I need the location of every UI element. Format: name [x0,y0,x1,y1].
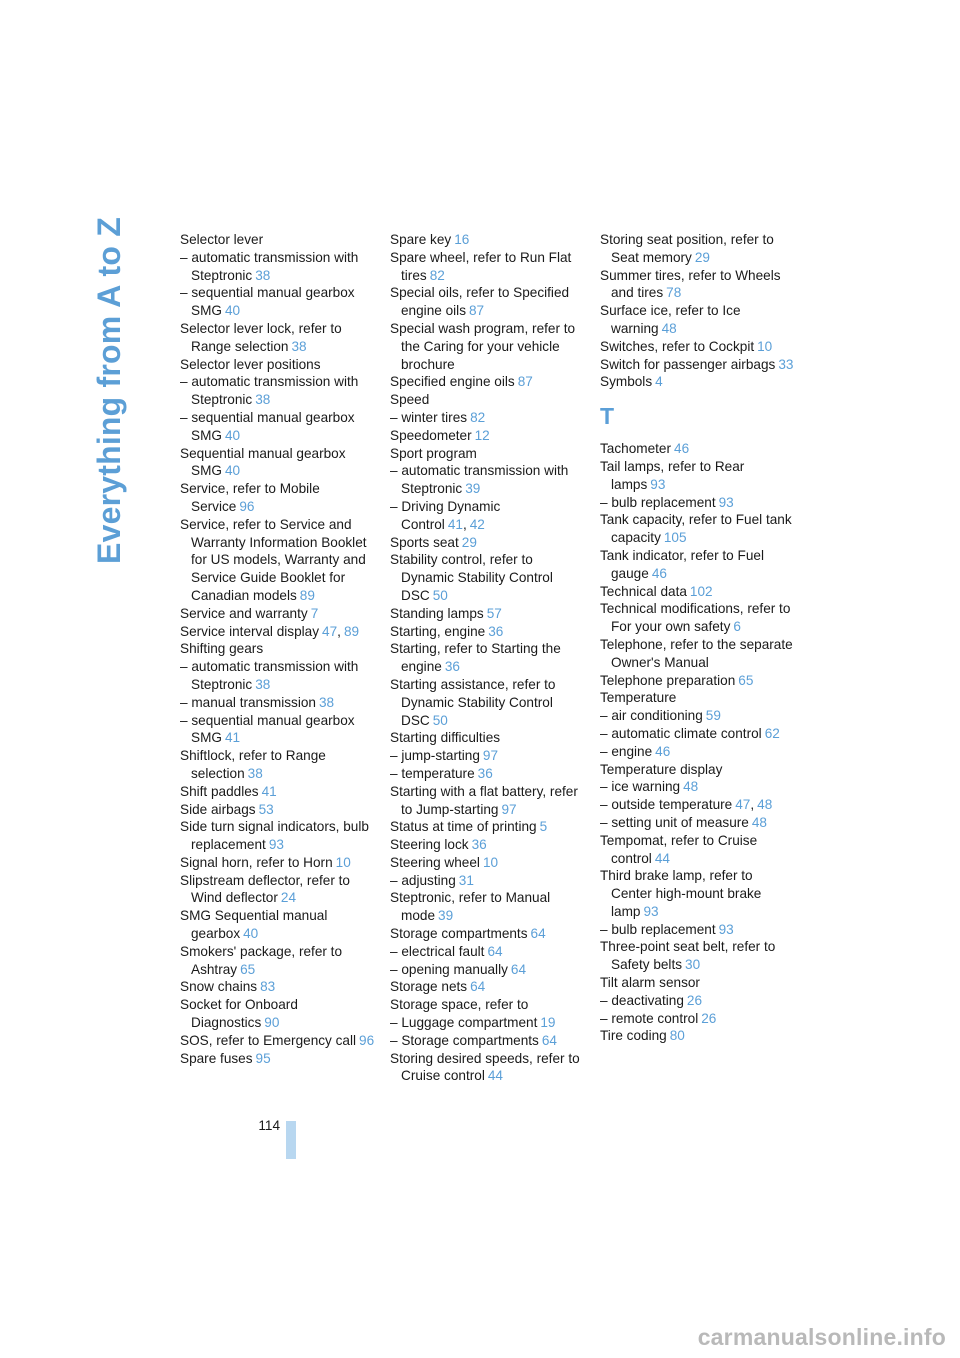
page-reference-link[interactable]: 80 [669,1028,685,1044]
index-letter-heading: T [600,403,615,430]
page-reference-link[interactable]: 87 [469,303,485,319]
index-entry-text: Telephone preparation [600,672,736,688]
index-entry-text: Sequential manual gearbox SMG [180,445,346,479]
index-entry [180,623,376,641]
index-column-3 [600,231,796,1045]
page-reference-link[interactable]: 41 [261,783,277,799]
page-reference-link[interactable]: 93 [268,837,284,853]
index-entry-text: Starting difficulties [390,730,501,746]
index-entry [600,974,796,992]
index-entry-text: Spare wheel, refer to Run Flat tires [390,249,572,283]
page-reference-link[interactable]: 12 [474,427,490,443]
index-entry [180,249,376,285]
page-ref-separator: , [337,623,341,639]
page-reference-link[interactable]: 5 [539,819,548,835]
index-entry [180,231,376,249]
index-entry [600,761,796,779]
index-entry [390,409,586,427]
index-entry [180,747,376,783]
page-reference-link[interactable]: 6 [733,619,741,635]
index-entry-text: Telephone, refer to the separate Owner's Manual [600,636,793,670]
index-entry-text: Tire coding [600,1028,667,1044]
page-reference-link[interactable]: 87 [517,374,533,390]
index-entry [600,832,796,868]
index-entry [180,1032,376,1050]
index-entry-text: Storage compartments [390,926,528,942]
index-entry-text: Socket for Onboard Diagnostics [180,997,298,1031]
index-entry [600,814,796,832]
index-entry [600,511,796,547]
index-entry-text: Selector lever lock, refer to Range selection [180,320,342,354]
index-entry [600,743,796,761]
page-reference-link[interactable]: 48 [757,797,773,813]
page-reference-link[interactable]: 29 [461,534,477,550]
index-entry-text: Steptronic, refer to Manual mode [390,890,551,924]
index-entry [600,725,796,743]
index-entry-text: Side airbags [180,801,256,817]
page-reference-link[interactable]: 48 [683,779,699,795]
index-entry-text: Status at time of printing [390,819,537,835]
index-entry-text: Storing desired speeds, refer to Cruise control [390,1050,580,1084]
page-reference-link[interactable]: 40 [224,303,241,319]
index-entry [180,516,376,605]
page-reference-link[interactable]: 16 [454,232,470,247]
index-entry-text: Selector lever positions [180,356,321,372]
index-entry-text: – electrical fault [390,943,485,959]
index-entry [600,302,796,338]
index-entry-text: – automatic transmission with Steptronic [390,463,569,497]
index-entry [600,583,796,601]
page-reference-link[interactable]: 41 [447,516,463,532]
page-reference-link[interactable]: 4 [655,374,663,390]
page-ref-separator: , [462,516,467,532]
page-reference-link[interactable]: 47 [322,623,338,639]
index-entry [390,978,586,996]
page-reference-link[interactable]: 47 [735,797,751,813]
page-reference-link[interactable]: 59 [705,708,721,724]
index-entry-text: Tail lamps, refer to Rear lamps [600,458,745,492]
page-number-bar [286,1121,296,1159]
index-entry-text: Stability control, refer to Dynamic Stability Control DSC [390,552,553,603]
page-reference-link[interactable]: 44 [654,850,670,866]
index-entry-text: – automatic climate control [600,725,762,741]
page-reference-link[interactable]: 50 [432,712,448,728]
index-entry-text: Tank capacity, refer to Fuel tank capacity [600,512,792,546]
index-entry-text: Service, refer to Service and Warranty Information Booklet for US models, Warranty and Service Guide Booklet for Canadian models [180,516,367,603]
page-reference-link[interactable]: 89 [299,587,315,603]
index-entry-text: Standing lamps [390,605,484,621]
index-entry-text: Service and warranty [180,605,308,621]
index-entry [390,320,586,373]
index-entry-text: Specified engine oils [390,374,515,390]
index-entry-text: Third brake lamp, refer to Center high-mount brake lamp [600,868,762,919]
index-entry [180,1050,376,1068]
index-entry-text: Summer tires, refer to Wheels and tires [600,267,781,301]
index-entry [180,373,376,409]
page-reference-link[interactable]: 96 [239,498,255,514]
page-reference-link[interactable]: 39 [465,481,481,497]
index-entry [600,1027,796,1045]
page-reference-link[interactable]: 10 [482,854,499,870]
index-entry-text: Shifting gears [180,641,264,657]
index-entry-text: Starting, engine [390,623,486,639]
page-reference-link[interactable]: 93 [718,494,734,510]
index-entry-text: Storing seat position, refer to Seat memory [600,232,774,265]
index-entry [600,600,796,636]
index-entry-text: Steering wheel [390,854,480,870]
index-entry-text: Tachometer [600,441,672,457]
index-entry [180,712,376,748]
page-reference-link[interactable]: 40 [224,427,241,443]
index-column-1 [180,231,376,1067]
page-reference-link[interactable]: 7 [310,605,319,621]
page-reference-link[interactable]: 39 [438,908,454,924]
index-entry [390,1050,586,1086]
page-reference-link[interactable]: 10 [335,854,351,870]
index-entry-text: – remote control [600,1010,699,1026]
index-entry [180,943,376,979]
index-entry [180,783,376,801]
index-entry-text: Service, refer to Mobile Service [180,481,320,514]
page-reference-link[interactable]: 38 [247,765,263,781]
page-reference-link[interactable]: 29 [694,249,710,265]
index-entry [600,672,796,690]
page-reference-link[interactable]: 93 [643,903,659,919]
index-entry [180,996,376,1032]
index-entry [390,872,586,890]
index-entry [180,978,376,996]
page-reference-link[interactable]: 36 [444,659,460,675]
index-entry-text: Steering lock [390,837,469,853]
index-entry [390,961,586,979]
index-entry-text: – automatic transmission with Steptronic [180,659,359,692]
index-entry [180,658,376,694]
index-entry-text: Spare fuses [180,1050,253,1066]
index-entry-text: Speed [390,392,430,408]
index-entry-text: Technical modifications, refer to For your own safety [600,601,791,635]
page-reference-link[interactable]: 64 [487,943,503,959]
page-reference-link[interactable]: 62 [764,725,780,741]
index-entry [180,480,376,516]
index-entry-text: SOS, refer to Emergency call [180,1032,357,1048]
page-reference-link[interactable]: 64 [541,1032,557,1048]
section-side-title-text: Everything from A to Z [90,216,127,564]
index-entry [180,854,376,872]
index-entry [600,356,796,374]
index-entry-text: Tempomat, refer to Cruise control [600,832,758,866]
index-entry-text: Storage nets [390,979,468,995]
index-entry [390,1014,586,1032]
index-entry [390,534,586,552]
index-entry-text: – sequential manual gearbox SMG [180,285,355,319]
index-entry [390,925,586,943]
page-reference-link[interactable]: 36 [471,837,487,853]
index-entry-text: Symbols [600,374,653,390]
index-entry [390,765,586,783]
index-entry-text: Starting assistance, refer to Dynamic Stability Control DSC [390,676,556,728]
page-reference-link[interactable]: 26 [701,1010,717,1026]
index-entry-text: – sequential manual gearbox SMG [180,409,355,443]
page-reference-link[interactable]: 46 [674,441,690,457]
index-entry [180,320,376,356]
page-ref-separator: , [750,797,755,813]
index-entry-text: Special wash program, refer to the Caring for your vehicle brochure [390,320,576,372]
index-entry-text: Storage space, refer to [390,997,529,1013]
page-reference-link[interactable]: 42 [469,516,485,532]
page-reference-link[interactable]: 96 [359,1032,375,1048]
index-entry [600,778,796,796]
index-entry [390,284,586,320]
index-entry [180,605,376,623]
page-reference-link[interactable]: 24 [280,890,297,906]
page-reference-link[interactable]: 82 [470,409,486,425]
page-reference-link[interactable]: 89 [343,623,360,639]
index-entry-text: Starting, refer to Starting the engine [390,641,561,675]
index-entry-text: Snow chains [180,979,258,995]
page-reference-link[interactable]: 57 [486,605,502,621]
page-reference-link[interactable]: 36 [477,765,493,781]
index-entry-text: Shift paddles [180,783,259,799]
index-entry [180,445,376,481]
index-entry-text: – setting unit of measure [600,814,749,830]
index-entry [600,1010,796,1028]
index-entry [390,854,586,872]
page-number: 114 [258,1118,280,1133]
index-entry [180,907,376,943]
page-reference-link[interactable]: 93 [650,476,666,492]
index-entry-text: Slipstream deflector, refer to Wind deflector [180,872,350,906]
index-entry [390,391,586,409]
index-entry [390,462,586,498]
index-entry-text: – manual transmission [180,694,316,710]
index-entry [390,996,586,1014]
page-reference-link[interactable]: 46 [651,565,667,581]
page-reference-link[interactable]: 82 [429,267,445,283]
section-side-title [73,216,145,564]
page-reference-link[interactable]: 83 [260,979,276,995]
index-entry [390,818,586,836]
index-entry-text: – winter tires [390,409,468,425]
page-reference-link[interactable]: 48 [661,320,677,336]
index-entry [390,551,586,604]
index-entry [180,409,376,445]
index-entry [390,943,586,961]
index-entry [180,818,376,854]
page-reference-link[interactable]: 44 [487,1068,503,1084]
page-reference-link[interactable]: 46 [655,743,671,759]
index-entry-text: – automatic transmission with Steptronic [180,374,359,408]
index-entry [390,783,586,819]
index-entry-text: Smokers' package, refer to Ashtray [180,943,343,977]
watermark: carmanualsonline.info [697,1324,946,1350]
page-reference-link[interactable]: 95 [255,1050,271,1066]
index-entry-text: – deactivating [600,992,684,1008]
page-reference-link[interactable]: 48 [751,814,767,830]
index-entry-text: Switches, refer to Cockpit [600,338,755,354]
index-entry-text: Side turn signal indicators, bulb replacement [180,819,369,853]
index-entry-text: – bulb replacement [600,921,716,937]
index-entry [600,867,796,920]
page-reference-link[interactable]: 19 [540,1015,556,1031]
index-entry [180,640,376,658]
page-reference-link[interactable]: 64 [510,961,527,977]
index-entry-text: Tank indicator, refer to Fuel gauge [600,547,764,581]
index-entry-text: Tilt alarm sensor [600,975,700,991]
index-entry [600,707,796,725]
page-reference-link[interactable]: 40 [243,926,259,942]
page-reference-link[interactable]: 38 [255,392,271,408]
index-entry-text: Technical data [600,583,687,599]
index-entry [600,938,796,974]
page-reference-link[interactable]: 93 [718,921,734,937]
index-entry [600,440,796,458]
index-entry [390,427,586,445]
index-entry [390,836,586,854]
index-entry [600,636,796,672]
index-entry [600,547,796,583]
index-entry-text: Selector lever [180,232,264,247]
index-entry-text: Spare key [390,232,452,247]
index-entry-text: Service interval display [180,623,320,639]
page-reference-link[interactable]: 38 [255,267,271,283]
index-entry-text: – Storage compartments [390,1032,539,1048]
index-entry [390,729,586,747]
page-reference-link[interactable]: 105 [663,530,687,546]
page-reference-link[interactable]: 90 [264,1015,280,1031]
index-entry [390,1032,586,1050]
index-entry [390,231,586,249]
index-entry [600,796,796,814]
index-entry [600,458,796,494]
index-entry-text: Surface ice, refer to Ice warning [600,303,741,336]
index-entry-text: – automatic transmission with Steptronic [180,249,359,283]
index-entry [600,231,796,267]
index-entry [180,694,376,712]
index-entry [390,249,586,285]
page-reference-link[interactable]: 78 [666,285,682,301]
index-entry [390,498,586,534]
page-reference-link[interactable]: 102 [689,583,713,599]
index-entry [390,373,586,391]
page-reference-link[interactable]: 38 [255,676,271,692]
index-entry [600,689,796,707]
index-entry [390,605,586,623]
page-reference-link[interactable]: 50 [432,587,448,603]
page-reference-link[interactable]: 64 [470,979,486,995]
index-entry-text: Speedometer [390,427,472,443]
index-entry-text: Three-point seat belt, refer to Safety belts [600,939,776,973]
index-entry-text: SMG Sequential manual gearbox [180,908,328,942]
index-entry [180,801,376,819]
index-entry-text: Special oils, refer to Specified engine oils [390,285,570,319]
index-entry-text: Sports seat [390,534,459,550]
page-reference-link[interactable]: 97 [482,748,499,764]
index-entry-text: Switch for passenger airbags [600,356,776,372]
index-entry [390,676,586,729]
index-entry [600,338,796,356]
index-entry [390,747,586,765]
page-reference-link[interactable]: 97 [501,801,517,817]
index-entry-text: – Driving Dynamic Control [390,498,501,532]
index-entry-text: – sequential manual gearbox SMG [180,712,355,746]
index-entry [600,921,796,939]
page-reference-link[interactable]: 38 [291,338,307,354]
index-entry [390,889,586,925]
index-entry [600,373,796,391]
index-entry [180,872,376,908]
page-reference-link[interactable]: 40 [224,463,241,479]
page-reference-link[interactable]: 53 [258,801,274,817]
index-entry-text: – temperature [390,765,475,781]
index-entry-text: – adjusting [390,872,456,888]
index-column-2 [390,231,586,1085]
index-entry-text: Starting with a flat battery, refer to Jump-starting [390,783,578,817]
index-entry-text: Temperature display [600,761,723,777]
index-entry [390,623,586,641]
index-entry-text: – Luggage compartment [390,1015,538,1031]
page-reference-link[interactable]: 38 [319,694,335,710]
index-entry-text: – bulb replacement [600,494,716,510]
index-entry-text: Shiftlock, refer to Range selection [180,748,326,781]
index-entry-text: – air conditioning [600,708,703,724]
index-entry-text: – ice warning [600,779,681,795]
index-entry-text: – outside temperature [600,797,733,813]
page-reference-link[interactable]: 31 [458,872,474,888]
index-entry [600,992,796,1010]
index-entry-text: Sport program [390,445,477,461]
page-reference-link[interactable]: 65 [240,961,256,977]
index-entry [390,640,586,676]
index-entry-text: Temperature [600,690,677,706]
index-entry [600,494,796,512]
page-reference-link[interactable]: 30 [685,957,701,973]
index-entry [180,284,376,320]
page-reference-link[interactable]: 64 [530,926,546,942]
page-reference-link[interactable]: 10 [757,338,773,354]
index-entry-text: – engine [600,743,653,759]
page-reference-link[interactable]: 65 [738,672,754,688]
page-reference-link[interactable]: 36 [488,623,504,639]
index-entry [390,445,586,463]
page-reference-link[interactable]: 41 [224,730,241,746]
index-entry-text: Signal horn, refer to Horn [180,854,333,870]
page-reference-link[interactable]: 33 [778,356,794,372]
index-entry [600,267,796,303]
index-entry [180,356,376,374]
page-reference-link[interactable]: 26 [686,992,703,1008]
index-entry-text: – jump-starting [390,748,480,764]
index-entry-text: – opening manually [390,961,508,977]
